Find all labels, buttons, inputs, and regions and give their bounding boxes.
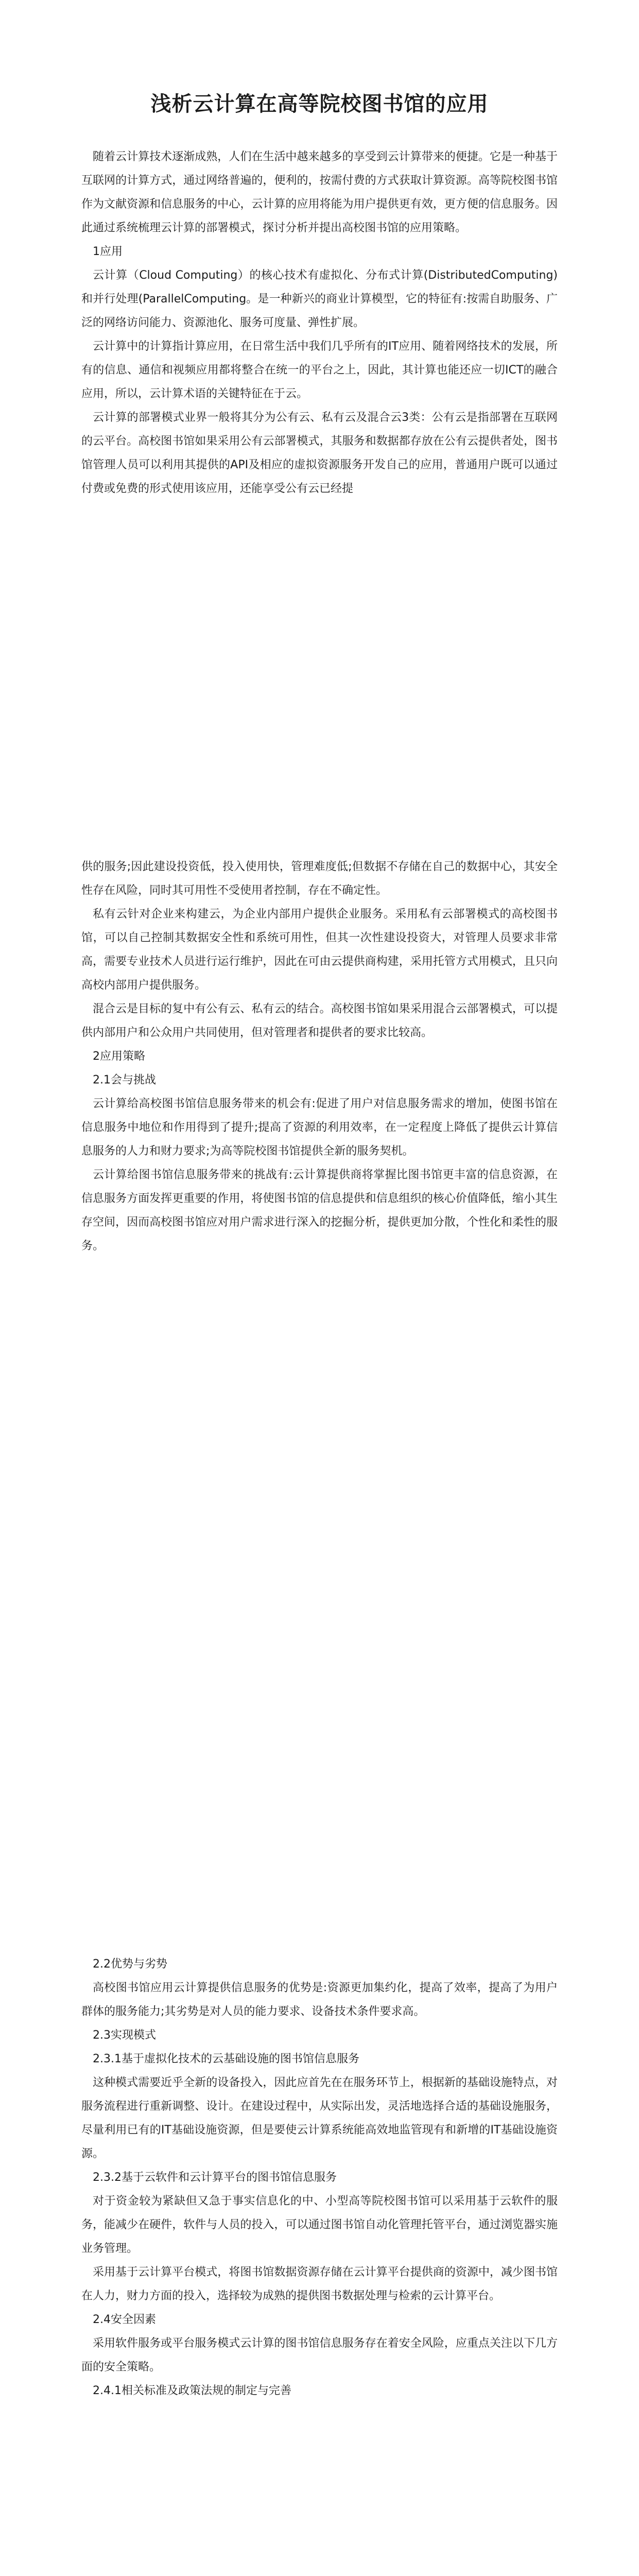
paragraph: 对于资金较为紧缺但又急于事实信息化的中、小型高等院校图书馆可以采用基于云软件的服务，能减少在硬件，软件与人员的投入，可以通过图书馆自动化管理托管平台，通过浏览器实施业务管理。 [81,2195,558,2255]
paragraph: 云计算中的计算指计算应用，在日常生活中我们几乎所有的IT应用、随着网络技术的发展，所有的信息、通信和视频应用都将整合在统一的平台之上，因此，其计算也能还应一切ICT的融合应用，所以，云计算术语的关键特征在于云。 [81,340,558,400]
subsection-heading: 2.4安全因素 [93,2313,156,2326]
deployment-section [81,855,558,1258]
subsection-heading: 2.4.1相关标准及政策法规的制定与完善 [93,2384,291,2397]
paragraph: 随着云计算技术逐渐成熟，人们在生活中越来越多的享受到云计算带来的便捷。它是一种基于互联网的计算方式，通过网络普遍的，便利的，按需付费的方式获取计算资源。高等院校图书馆作为文献资源和信息服务的中心，云计算的应用将能为用户提供更有效，更方便的信息服务。因此通过系统梳理云计算的部署模式，探讨分析并提出高校图书馆的应用策略。 [81,150,558,234]
paragraph: 供的服务;因此建设投资低，投入使用快，管理难度低;但数据不存储在自己的数据中心，其安全性存在风险，同时其可用性不受使用者控制，存在不确定性。 [81,860,558,897]
intro-section [81,145,558,501]
paragraph: 采用基于云计算平台模式，将图书馆数据资源存储在云计算平台提供商的资源中，减少图书馆在人力，财力方面的投入，选择较为成熟的提供图书数据处理与检索的云计算平台。 [81,2266,558,2302]
subsection-heading: 2.1会与挑战 [93,1074,156,1087]
subsection-heading: 2.3实现模式 [93,2029,156,2042]
paragraph: 高校图书馆应用云计算提供信息服务的优势是:资源更加集约化，提高了效率，提高了为用户群体的服务能力;其劣势是对人员的能力要求、设备技术条件要求高。 [81,1981,558,2018]
section-heading: 1应用 [93,245,123,258]
paragraph: 采用软件服务或平台服务模式云计算的图书馆信息服务存在着安全风险，应重点关注以下几方面的安全策略。 [81,2337,558,2374]
subsection-heading: 2.3.1基于虚拟化技术的云基础设施的图书馆信息服务 [93,2053,359,2065]
page-title: 浅析云计算在高等院校图书馆的应用 [150,92,489,116]
subsection-heading: 2.2优势与劣势 [93,1958,167,1971]
paragraph: 私有云针对企业来构建云，为企业内部用户提供企业服务。采用私有云部署模式的高校图书馆，可以自己控制其数据安全性和系统可用性，但其一次性建设投资大，对管理人员要求非常高，需要专业技术人员进行运行维护，因此在可由云提供商构建，采用托管方式用模式，且只向高校内部用户提供服务。 [81,908,558,992]
paragraph: 这种模式需要近乎全新的设备投入，因此应首先在在服务环节上，根据新的基础设施特点，对服务流程进行重新调整、设计。在建设过程中，从实际出发，灵活地选择合适的基础设施服务，尽量利用已有的IT基础设施资源，但是要使云计算系统能高效地监管现有和新增的IT基础设施资源。 [81,2076,558,2160]
paragraph: 混合云是目标的复中有公有云、私有云的结合。高校图书馆如果采用混合云部署模式，可以提供内部用户和公众用户共同使用，但对管理者和提供者的要求比较高。 [81,1003,558,1039]
paragraph: 云计算的部署模式业界一般将其分为公有云、私有云及混合云3类：公有云是指部署在互联网的云平台。高校图书馆如果采用公有云部署模式，其服务和数据都存放在公有云提供者处，图书馆管理人员可以利用其提供的API及相应的虚拟资源服务开发自己的应用，普通用户既可以通过付费或免费的形式使用该应用，还能享受公有云已经提 [81,411,558,495]
subsection-heading: 2.3.2基于云软件和云计算平台的图书馆信息服务 [93,2171,337,2184]
paragraph: 云计算（Cloud Computing）的核心技术有虚拟化、分布式计算(DistributedComputing)和并行处理(ParallelComputing。是一种新兴的商业计算模型，它的特征有:按需自助服务、广泛的网络访问能力、资源池化、服务可度量、弹性扩展。 [81,269,558,329]
paragraph: 云计算给高校图书馆信息服务带来的机会有:促进了用户对信息服务需求的增加，使图书馆在信息服务中地位和作用得到了提升;提高了资源的利用效率，在一定程度上降低了提供云计算信息服务的人力和财力要求;为高等院校图书馆提供全新的服务契机。 [81,1097,558,1158]
section-heading: 2应用策略 [93,1050,145,1063]
strategy-section [81,1953,558,2403]
paragraph: 云计算给图书馆信息服务带来的挑战有:云计算提供商将掌握比图书馆更丰富的信息资源，在信息服务方面发挥更重要的作用，将使图书馆的信息提供和信息组织的核心价值降低，缩小其生存空间，因而高校图书馆应对用户需求进行深入的挖掘分析，提供更加分散，个性化和柔性的服务。 [81,1168,558,1252]
